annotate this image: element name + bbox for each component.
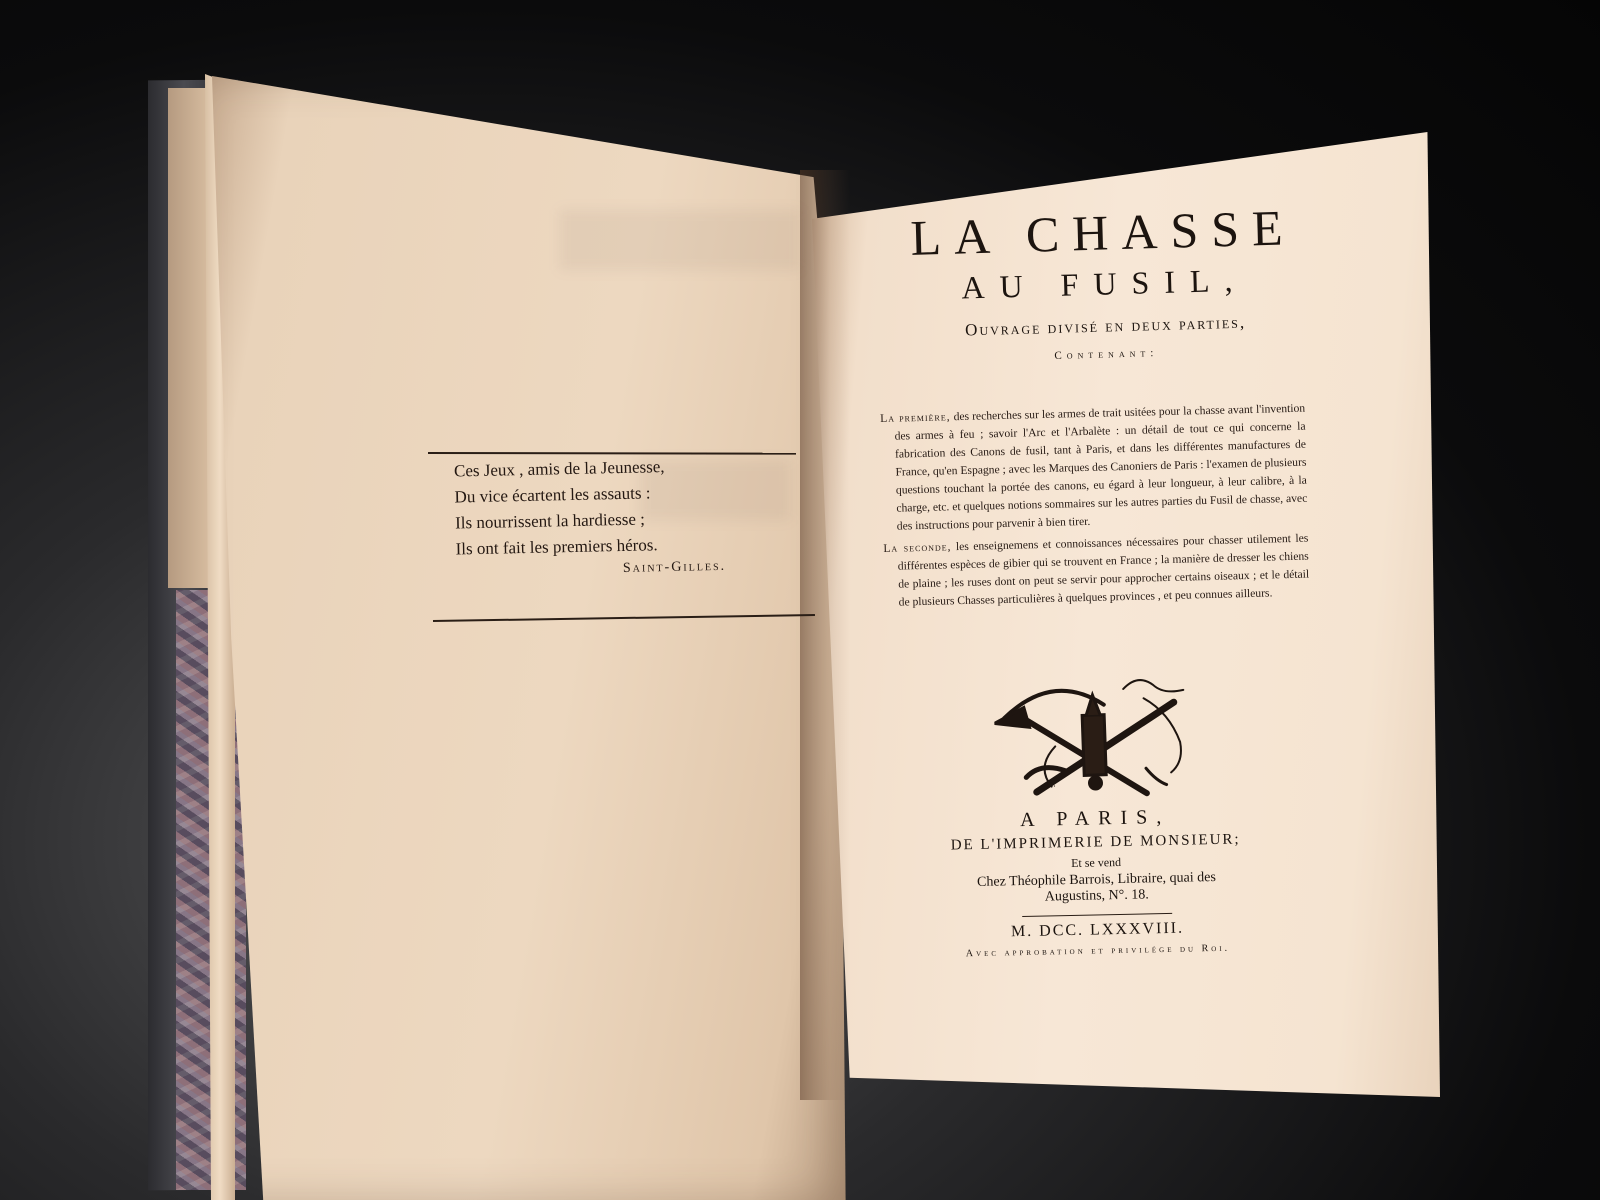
- title-block: [872, 187, 1336, 367]
- imprint-address: Augustins, N°. 18.: [1044, 887, 1149, 905]
- book-title-line2: AU FUSIL,: [960, 261, 1248, 306]
- imprint-printer: DE L'IMPRIMERIE DE MONSIEUR;: [950, 831, 1241, 854]
- imprint-rule: [1022, 913, 1172, 917]
- imprint-city: A PARIS,: [1019, 805, 1171, 832]
- part-two-lead: La seconde,: [883, 540, 952, 555]
- imprint-block: [880, 803, 1313, 961]
- book-subtitle: Ouvrage divisé en deux parties,: [964, 312, 1247, 340]
- imprint-year: M. DCC. LXXXVIII.: [1010, 919, 1185, 941]
- poem-author: Saint-Gilles.: [622, 558, 727, 576]
- imprint-sold-by: Et se vend: [1070, 854, 1122, 871]
- ornament-initial: B.: [1046, 778, 1056, 790]
- part-two-paragraph: [883, 530, 1310, 612]
- contenant-heading: Contenant:: [1054, 347, 1159, 362]
- poem-line: Ces Jeux , amis de la Jeunesse,: [453, 457, 665, 481]
- contents-description: [880, 400, 1310, 616]
- crossed-hunting-weapons-icon: [993, 672, 1197, 809]
- book-gutter: [800, 170, 850, 1100]
- epigraph-poem: [454, 452, 786, 581]
- book-title: LA CHASSE: [909, 199, 1297, 266]
- poem-line: Du vice écartent les assauts :: [454, 483, 651, 507]
- poem-line: Ils ont fait les premiers héros.: [455, 535, 658, 559]
- imprint-bookseller: Chez Théophile Barrois, Libraire, quai des: [976, 869, 1217, 890]
- poem-line: Ils nourrissent la hardiesse ;: [454, 509, 646, 533]
- part-two-text: les enseignemens et connoissances nécessaires pour chasser utilement les différentes espèces de gibier qui se trouvent en France ; la manière de dresser les chiens de plaine ; les ruses dont on peut se servir pour approcher certains oiseaux ; et le détail de plusieurs Chasses particulières à quelques provinces , et peu connues ailleurs.: [897, 531, 1310, 609]
- part-one-paragraph: [880, 400, 1308, 536]
- part-one-lead: La première,: [880, 410, 951, 425]
- show-through-shadow: [560, 210, 800, 270]
- imprint-privilege: Avec approbation et privilége du Roi.: [965, 942, 1231, 960]
- part-one-text: des recherches sur les armes de trait usitées pour la chasse avant l'invention des armes à feu ; savoir l'Arc et l'Arbalète : un détail de tout ce qui concerne la fabrication des Canons de fusil, tant à Paris, et dans les différentes manufactures de France, qu'en Espagne ; avec les Marques des Canoniers de Paris : l'examen de plusieurs questions touchant la portée des canons, eu égard à leur longueur, à leur calibre, à la charge, etc. et quelques notions sommaires sur les autres parties du Fusil de chasse, avec des instructions pour parvenir à bien tirer.: [894, 401, 1308, 533]
